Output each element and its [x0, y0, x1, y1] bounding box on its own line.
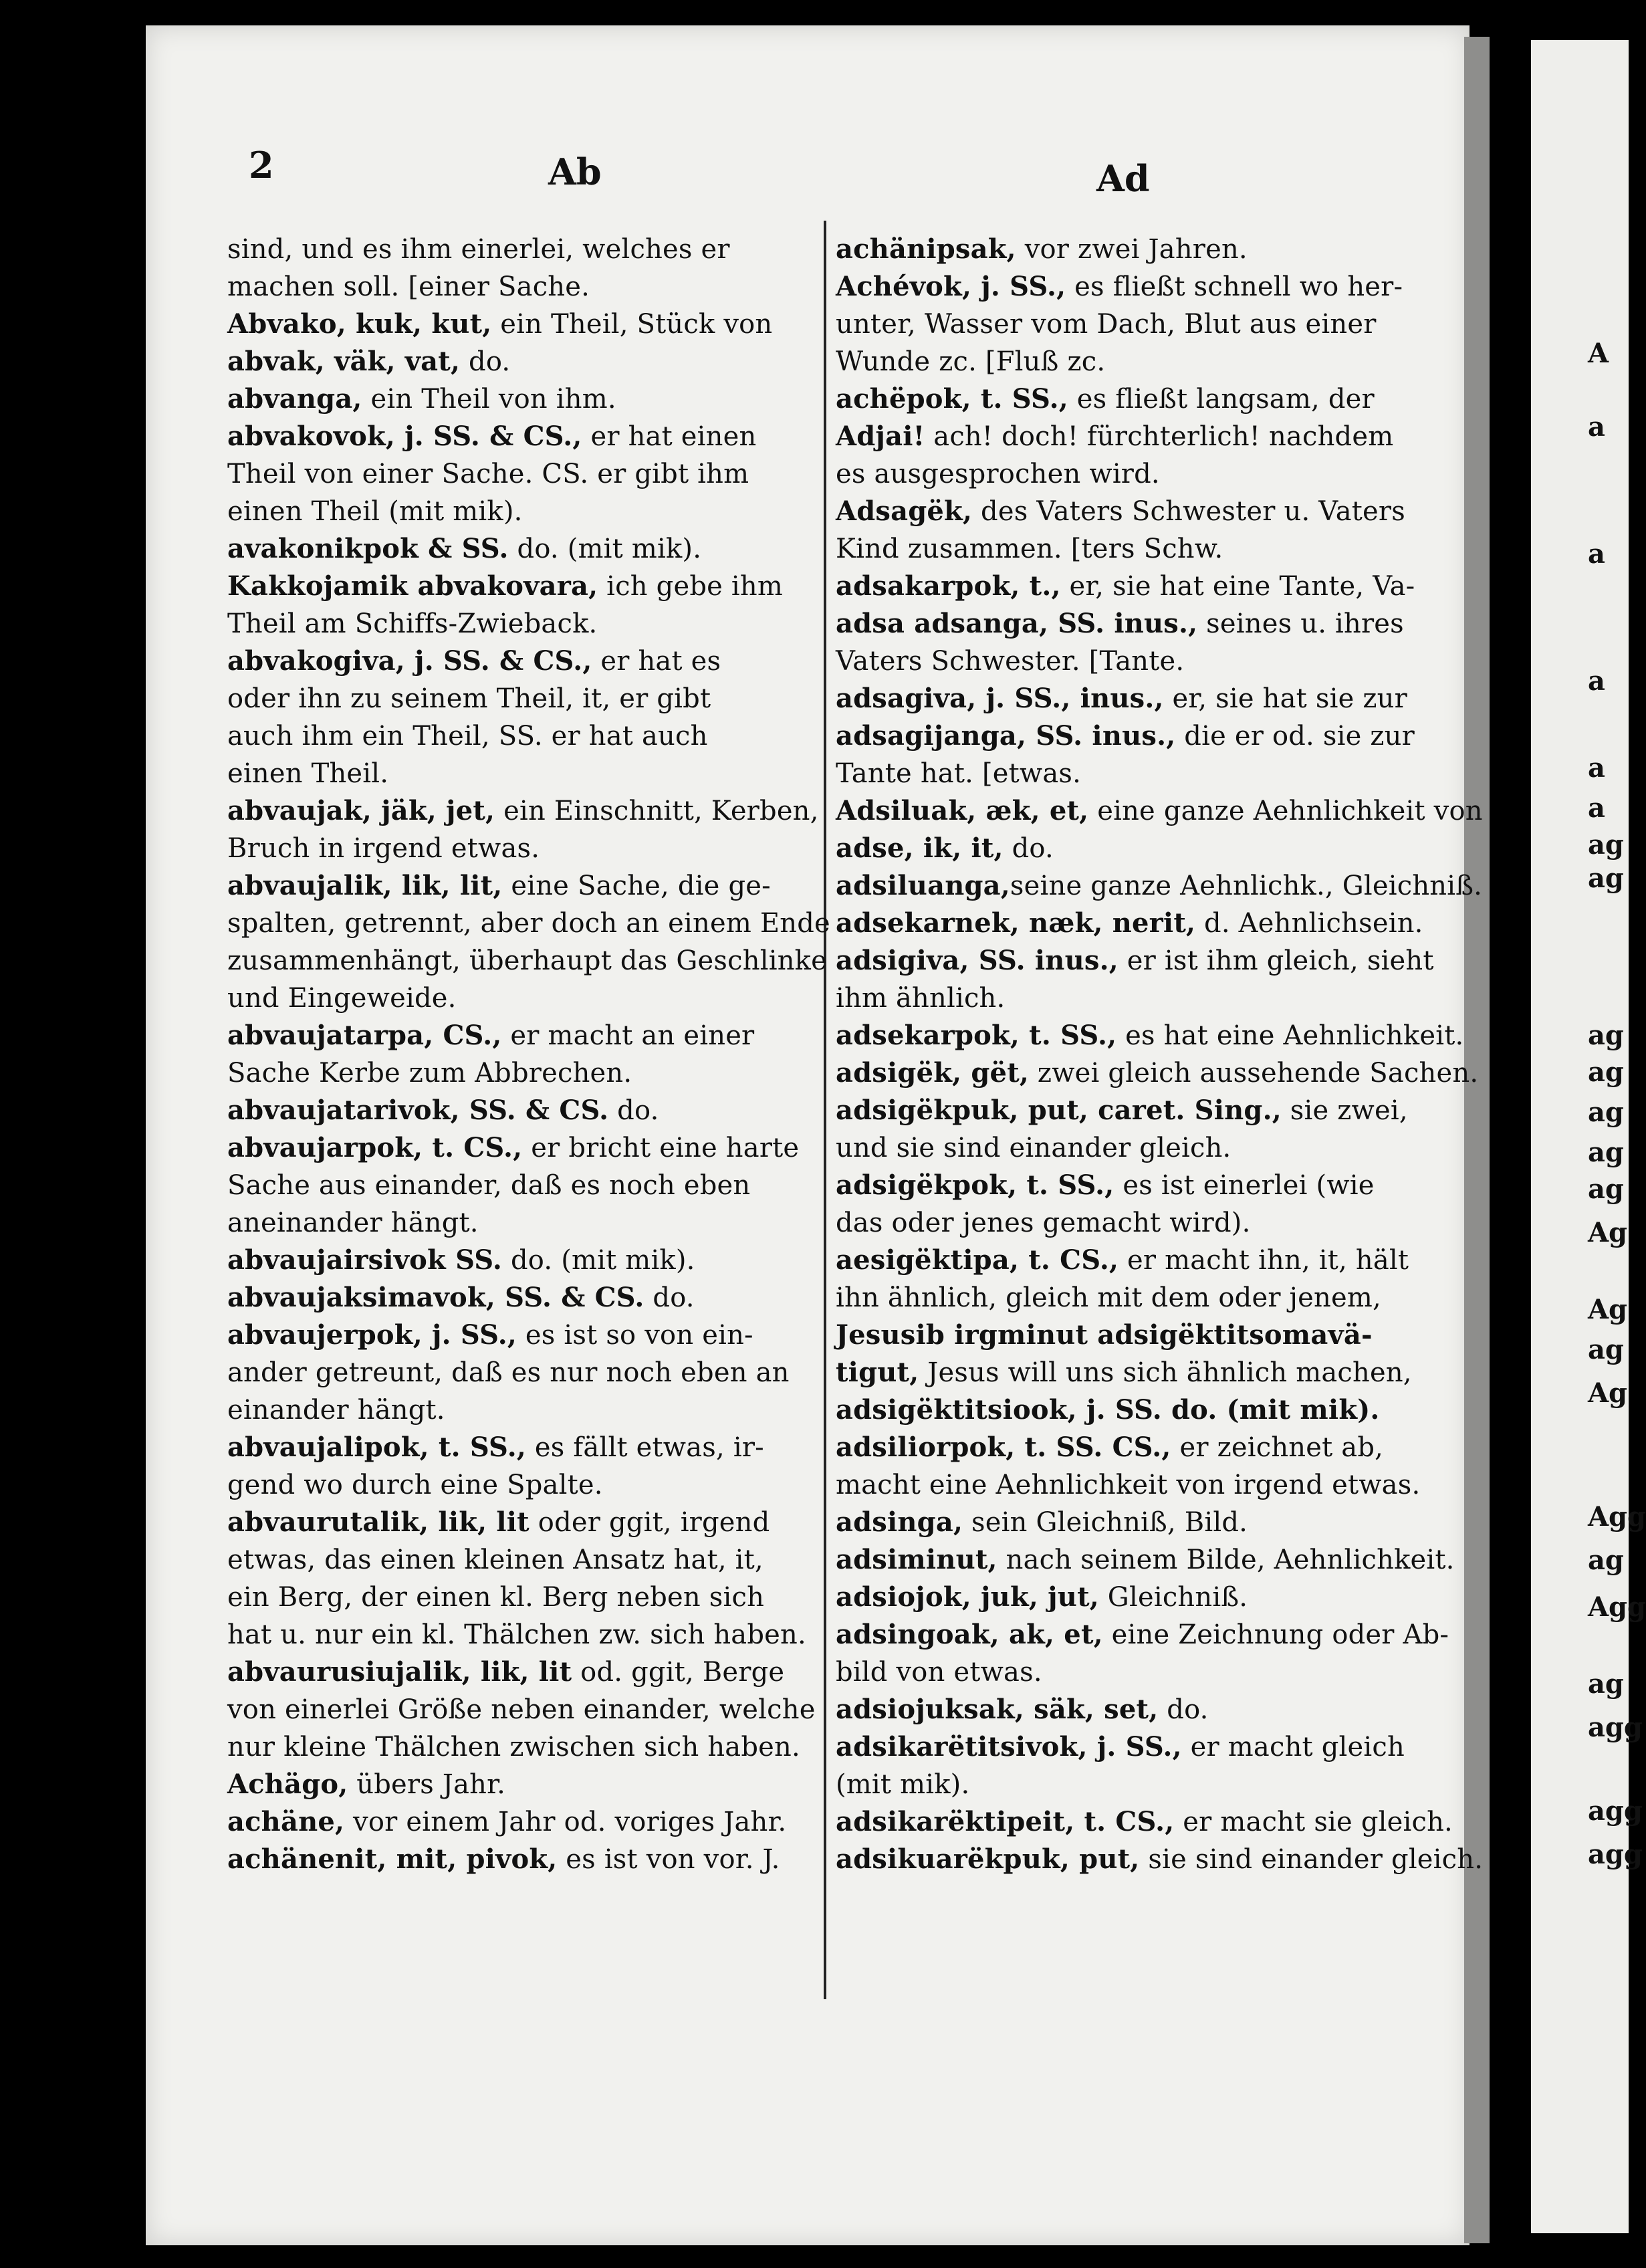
entry-line [227, 1766, 816, 1803]
definition-text: etwas, das einen kleinen Ansatz hat, it, [227, 1545, 763, 1575]
definition-text: einen Theil. [227, 758, 389, 789]
entry-line [836, 1429, 1411, 1466]
headword: adse, ik, it, [836, 832, 1004, 864]
entry-line [227, 1579, 816, 1616]
definition-text: ihn ähnlich, gleich mit dem oder jenem, [836, 1282, 1381, 1313]
entry-line [836, 980, 1411, 1017]
next-page-fragment: ag [1588, 1668, 1624, 1700]
column-rule [824, 221, 826, 1999]
next-page-fragment: ag [1588, 1334, 1624, 1365]
next-page-fragment: A [1588, 338, 1609, 369]
entry-line [227, 605, 816, 643]
right-column [836, 231, 1484, 1878]
entry-line [836, 455, 1411, 493]
entry-line [836, 1354, 1411, 1391]
entry-line [836, 867, 1483, 905]
definition-text: ihm ähnlich. [836, 983, 1006, 1014]
entry-line [836, 1504, 1411, 1541]
definition-text: es fällt etwas, ir- [525, 1432, 764, 1463]
headword: abvanga, [227, 383, 362, 415]
entry-line [227, 643, 816, 680]
entry-line [227, 343, 816, 380]
next-page-fragment: a [1588, 792, 1605, 824]
headword: Adsagëk, [836, 495, 973, 527]
entry-line [836, 1204, 1411, 1242]
entry-line [836, 1017, 1464, 1054]
entry-line [836, 643, 1411, 680]
headword: adsikarëtitsivok, j. SS., [836, 1731, 1182, 1763]
entry-line [227, 1092, 816, 1129]
entry-line [836, 1279, 1411, 1317]
headword: adsiojuksak, säk, set, [836, 1694, 1159, 1725]
definition-text: einen Theil (mit mik). [227, 496, 523, 527]
entry-line [836, 830, 1411, 867]
headword: adsigiva, SS. inus., [836, 945, 1119, 976]
headword: adsinga, [836, 1506, 963, 1538]
headword: abvaujerpok, j. SS., [227, 1319, 517, 1351]
next-page-fragment: ag [1588, 1173, 1624, 1205]
next-page-fragment: a [1588, 665, 1605, 697]
entry-line [227, 1242, 816, 1279]
definition-text: vor zwei Jahren. [1016, 234, 1248, 265]
next-page-fragment: agg [1588, 1839, 1643, 1870]
definition-text: er bricht eine harte [522, 1133, 800, 1163]
headword: achänenit, mit, pivok, [227, 1843, 558, 1875]
headword: adsekarnek, næk, nerit, [836, 907, 1196, 939]
definition-text: das oder jenes gemacht wird). [836, 1208, 1251, 1238]
definition-text: er macht an einer [501, 1020, 755, 1051]
entry-line [227, 680, 816, 717]
entry-line [227, 493, 816, 530]
definition-text: er macht sie gleich. [1174, 1807, 1453, 1837]
headword: adsikarëktipeit, t. CS., [836, 1806, 1175, 1837]
headword: Adsiluak, æk, et, [836, 795, 1089, 826]
entry-line [227, 455, 816, 493]
definition-text: er macht ihn, it, hält [1119, 1245, 1409, 1276]
entry-line [836, 380, 1411, 418]
definition-text: Theil am Schiffs-Zwieback. [227, 608, 598, 639]
next-page-fragment: Agg [1588, 1591, 1646, 1623]
definition-text: ich gebe ihm [598, 571, 784, 602]
entry-line [227, 1841, 816, 1878]
entry-line [227, 1317, 816, 1354]
entry-line [836, 755, 1411, 792]
definition-text: do. [644, 1282, 695, 1313]
entry-line [227, 1391, 816, 1429]
definition-text: von einerlei Größe neben einander, welche [227, 1694, 816, 1725]
definition-text: sie zwei, [1281, 1095, 1408, 1126]
definition-text: und sie sind einander gleich. [836, 1133, 1231, 1163]
entry-line [227, 792, 819, 830]
definition-text: Kind zusammen. [ters Schw. [836, 534, 1223, 564]
entry-line [836, 418, 1411, 455]
entry-line [227, 1616, 816, 1654]
page-number: 2 [249, 144, 274, 187]
next-page-fragment: ag [1588, 863, 1624, 894]
running-head-right: Ad [1096, 157, 1150, 200]
headword: adsekarpok, t. SS., [836, 1020, 1117, 1051]
definition-text: er hat es [592, 646, 721, 677]
headword: adsigëk, gët, [836, 1057, 1030, 1089]
entry-line [836, 1616, 1449, 1654]
next-page-fragment: ag [1588, 1137, 1624, 1168]
definition-text: Vaters Schwester. [Tante. [836, 646, 1185, 677]
entry-line [836, 1841, 1484, 1878]
headword: adsiluanga, [836, 870, 1010, 901]
entry-line [836, 605, 1411, 643]
headword: Adjai! [836, 421, 925, 452]
next-page-fragment: ag [1588, 1097, 1624, 1128]
entry-line [836, 680, 1411, 717]
definition-text: des Vaters Schwester u. Vaters [972, 496, 1405, 527]
definition-text: er macht gleich [1181, 1732, 1405, 1763]
entry-line [836, 1167, 1411, 1204]
definition-text: Sache Kerbe zum Abbrechen. [227, 1058, 632, 1089]
definition-text: seine ganze Aehnlichk., Gleichniß. [1010, 871, 1483, 901]
entry-line [227, 1354, 816, 1391]
definition-text: d. Aehnlichsein. [1195, 908, 1423, 939]
entry-line [227, 1054, 816, 1092]
definition-text: do. [460, 346, 511, 377]
entry-line [227, 1803, 816, 1841]
entry-line [227, 418, 816, 455]
headword: abvaujatarivok, SS. & CS. [227, 1095, 609, 1126]
next-page-fragment: a [1588, 538, 1605, 570]
headword: adsa adsanga, SS. inus., [836, 608, 1198, 639]
next-page-fragment: agg [1588, 1795, 1643, 1827]
definition-text: nur kleine Thälchen zwischen sich haben. [227, 1732, 800, 1763]
entry-line [227, 1504, 816, 1541]
headword: abvaujairsivok SS. [227, 1244, 503, 1276]
definition-text: (mit mik). [836, 1769, 970, 1800]
headword: adsingoak, ak, et, [836, 1619, 1103, 1650]
headword: adsikuarëkpuk, put, [836, 1843, 1140, 1875]
headword: aesigëktipa, t. CS., [836, 1244, 1119, 1276]
definition-text: die er od. sie zur [1175, 721, 1415, 752]
definition-text: od. ggit, Berge [572, 1657, 785, 1688]
entry-line [836, 1466, 1421, 1504]
definition-text: es fließt langsam, der [1068, 384, 1375, 415]
definition-text: do. [1158, 1694, 1209, 1725]
headword: Abvako, kuk, kut, [227, 308, 492, 340]
entry-line [227, 568, 816, 605]
headword: abvakovok, j. SS. & CS., [227, 421, 582, 452]
definition-text: übers Jahr. [348, 1769, 505, 1800]
entry-line [836, 1541, 1455, 1579]
definition-text: er ist ihm gleich, sieht [1118, 945, 1434, 976]
definition-text: eine Zeichnung oder Ab- [1102, 1619, 1449, 1650]
definition-text: ein Berg, der einen kl. Berg neben sich [227, 1582, 765, 1613]
definition-text: ein Theil, Stück von [491, 309, 773, 340]
definition-text: er, sie hat sie zur [1163, 683, 1407, 714]
definition-text: es hat eine Aehnlichkeit. [1116, 1020, 1464, 1051]
entry-line [227, 830, 816, 867]
entry-line [836, 1129, 1411, 1167]
definition-text: es ist so von ein- [516, 1320, 753, 1351]
headword: adsigëktitsiook, j. SS. do. (mit mik). [836, 1394, 1380, 1426]
headword: abvaurutalik, lik, lit [227, 1506, 530, 1538]
headword: abvaujarpok, t. CS., [227, 1132, 523, 1163]
next-page-fragment: a [1588, 411, 1605, 443]
definition-text: Gleichniß. [1098, 1582, 1248, 1613]
entry-line [836, 1691, 1411, 1728]
entry-line [836, 568, 1415, 605]
entry-line [227, 1654, 816, 1691]
definition-text: zwei gleich aussehende Sachen. [1029, 1058, 1479, 1089]
definition-text: unter, Wasser vom Dach, Blut aus einer [836, 309, 1377, 340]
entry-line [227, 530, 816, 568]
entry-line [227, 755, 816, 792]
definition-text: oder ihn zu seinem Theil, it, er gibt [227, 683, 711, 714]
definition-text: ach! doch! fürchterlich! nachdem [925, 421, 1394, 452]
entry-line [836, 1728, 1411, 1766]
entry-line [227, 1167, 816, 1204]
definition-text: zusammenhängt, überhaupt das Geschlinke [227, 945, 827, 976]
definition-text: eine ganze Aehnlichkeit von [1088, 796, 1483, 826]
definition-text: do. [1003, 833, 1054, 864]
headword: Kakkojamik abvakovara, [227, 570, 598, 602]
headword: abvak, väk, vat, [227, 346, 461, 377]
next-page-fragment: ag [1588, 1020, 1624, 1051]
next-page-fragment: Ag [1588, 1294, 1628, 1325]
definition-text: eine Sache, die ge- [502, 871, 771, 901]
entry-line [227, 1728, 816, 1766]
definition-text: Tante hat. [etwas. [836, 758, 1082, 789]
entry-line [227, 1466, 816, 1504]
headword: Achévok, j. SS., [836, 271, 1066, 302]
definition-text: ein Einschnitt, Kerben, [495, 796, 819, 826]
definition-text: Wunde zc. [Fluß zc. [836, 346, 1106, 377]
definition-text: sie sind einander gleich. [1139, 1844, 1484, 1875]
entry-line [227, 867, 816, 905]
next-page-fragment: Ag [1588, 1217, 1628, 1248]
next-page-fragment: ag [1588, 829, 1624, 861]
headword: avakonikpok & SS. [227, 533, 509, 564]
headword: abvaujatarpa, CS., [227, 1020, 502, 1051]
next-page-fragment: Ag [1588, 1377, 1628, 1409]
definition-text: hat u. nur ein kl. Thälchen zw. sich haben. [227, 1619, 806, 1650]
left-column [227, 231, 830, 1878]
entry-line [836, 1803, 1453, 1841]
definition-text: ein Theil von ihm. [362, 384, 616, 415]
running-head-left: Ab [548, 150, 602, 193]
entry-line [836, 717, 1415, 755]
next-page-fragment: Agg [1588, 1501, 1646, 1533]
headword: adsiojok, juk, jut, [836, 1581, 1099, 1613]
headword: adsiminut, [836, 1544, 997, 1575]
headword: tigut, [836, 1357, 919, 1388]
entry-line [836, 1242, 1411, 1279]
headword: achäne, [227, 1806, 345, 1837]
definition-text: ander getreunt, daß es nur noch eben an [227, 1357, 790, 1388]
definition-text: einander hängt. [227, 1395, 445, 1426]
definition-text: seines u. ihres [1197, 608, 1404, 639]
entry-line [836, 1391, 1411, 1429]
headword: abvaujak, jäk, jet, [227, 795, 495, 826]
definition-text: Bruch in irgend etwas. [227, 833, 540, 864]
definition-text: er hat einen [582, 421, 757, 452]
definition-text: machen soll. [einer Sache. [227, 271, 590, 302]
entry-line [836, 231, 1411, 268]
definition-text: auch ihm ein Theil, SS. er hat auch [227, 721, 708, 752]
entry-line [227, 1541, 816, 1579]
entry-line [227, 905, 830, 942]
headword: adsigëkpuk, put, caret. Sing., [836, 1095, 1282, 1126]
definition-text: spalten, getrennt, aber doch an einem Ende [227, 908, 830, 939]
headword: achëpok, t. SS., [836, 383, 1068, 415]
next-page-fragment: ag [1588, 1545, 1624, 1576]
definition-text: es fließt schnell wo her- [1066, 271, 1403, 302]
definition-text: nach seinem Bilde, Aehnlichkeit. [997, 1545, 1455, 1575]
entry-line [836, 343, 1411, 380]
entry-line [836, 1317, 1411, 1354]
entry-line [836, 268, 1411, 306]
entry-line [836, 1579, 1411, 1616]
definition-text: oder ggit, irgend [529, 1507, 770, 1538]
entry-line [227, 306, 816, 343]
entry-line [836, 1092, 1411, 1129]
entry-line [836, 792, 1483, 830]
headword: adsiliorpok, t. SS. CS., [836, 1432, 1171, 1463]
definition-text: Theil von einer Sache. CS. er gibt ihm [227, 459, 749, 489]
entry-line [836, 306, 1411, 343]
headword: Jesusib irgminut adsigëktitsomavä- [836, 1319, 1373, 1351]
headword: abvaujalipok, t. SS., [227, 1432, 526, 1463]
definition-text: do. (mit mik). [502, 1245, 695, 1276]
definition-text: macht eine Aehnlichkeit von irgend etwas. [836, 1470, 1421, 1500]
entry-line [227, 231, 816, 268]
definition-text: Sache aus einander, daß es noch eben [227, 1170, 751, 1201]
entry-line [836, 905, 1423, 942]
definition-text: sind, und es ihm einerlei, welches er [227, 234, 730, 265]
definition-text: aneinander hängt. [227, 1208, 479, 1238]
entry-line [227, 1429, 816, 1466]
definition-text: es ist einerlei (wie [1114, 1170, 1375, 1201]
headword: abvaurusiujalik, lik, lit [227, 1656, 572, 1688]
entry-line [227, 380, 816, 418]
entry-line [227, 1017, 816, 1054]
definition-text: es ist von vor. J. [557, 1844, 780, 1875]
definition-text: do. [608, 1095, 659, 1126]
entry-line [227, 717, 816, 755]
next-page-fragment: agg [1588, 1712, 1643, 1743]
headword: Achägo, [227, 1769, 348, 1800]
headword: abvakogiva, j. SS. & CS., [227, 645, 592, 677]
entry-line [227, 1691, 816, 1728]
headword: adsagiva, j. SS., inus., [836, 683, 1164, 714]
entry-line [836, 942, 1434, 980]
entry-line [836, 493, 1411, 530]
definition-text: es ausgesprochen wird. [836, 459, 1160, 489]
definition-text: vor einem Jahr od. voriges Jahr. [344, 1807, 787, 1837]
definition-text: und Eingeweide. [227, 983, 457, 1014]
entry-line [227, 1204, 816, 1242]
page-fold-edge [1464, 37, 1490, 2243]
definition-text: do. (mit mik). [508, 534, 702, 564]
definition-text: sein Gleichniß, Bild. [963, 1507, 1248, 1538]
definition-text: er, sie hat eine Tante, Va- [1060, 571, 1415, 602]
headword: adsigëkpok, t. SS., [836, 1169, 1114, 1201]
entry-line [227, 1129, 816, 1167]
headword: adsakarpok, t., [836, 570, 1061, 602]
definition-text: Jesus will uns sich ähnlich machen, [919, 1357, 1412, 1388]
entry-line [836, 1766, 1411, 1803]
entry-line [227, 1279, 816, 1317]
headword: achänipsak, [836, 233, 1016, 265]
entry-line [836, 1054, 1479, 1092]
definition-text: er zeichnet ab, [1171, 1432, 1384, 1463]
entry-line [227, 942, 827, 980]
headword: abvaujalik, lik, lit, [227, 870, 503, 901]
entry-line [227, 980, 816, 1017]
next-page-fragment: ag [1588, 1056, 1624, 1088]
headword: adsagijanga, SS. inus., [836, 720, 1176, 752]
definition-text: gend wo durch eine Spalte. [227, 1470, 603, 1500]
definition-text: bild von etwas. [836, 1657, 1042, 1688]
next-page-fragment: a [1588, 752, 1605, 784]
entry-line [836, 530, 1411, 568]
headword: abvaujaksimavok, SS. & CS. [227, 1282, 644, 1313]
entry-line [836, 1654, 1411, 1691]
entry-line [227, 268, 816, 306]
